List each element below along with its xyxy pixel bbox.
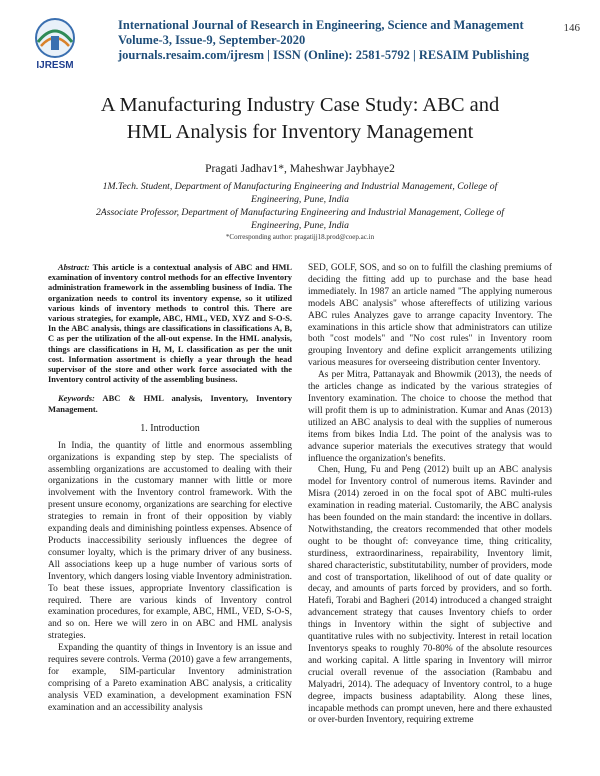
affiliation-1-line-1: 1M.Tech. Student, Department of Manufacturing Engineering and Industrial Management, College of [102,181,498,192]
corresponding-author[interactable]: *Corresponding author: pragatijj18.prod@coep.ac.in [225,233,375,241]
abstract-text: This article is a contextual analysis of ABC and HML examination of inventory control methods for an effective Inventory administration framework in the assembling business of India. The organization needs to control its inventory expense, so it utilized various kinds of inventory methods to control this. There are various strategies, for example, ABC, HML, VED, XYZ and S-O-S. In the ABC analysis, things are classifications in classifications A, B, C as per the utilization of the all-out expense. In the HML analysis, things are classifications in H, M, L classification as per the unit cost. Information assortment is chiefly a year through the head supervisor of the store and other work force associated with the Inventory control activity of the assembling business. [48,263,292,385]
intro-paragraph-2: Expanding the quantity of things in Inventory is an issue and requires severe controls. Verma (2010) gave a few arrangements, for example, SIM-particular Inventory administration comprising of a Pareto examination ABC analysis, a criticality analysis VED examination, a development examination FSN examination and an accessibility analysis [48,643,292,713]
section-heading-introduction: 1. Introduction [140,422,200,434]
journal-name: International Journal of Research in Engineering, Science and Management [118,18,524,32]
page-number: 146 [563,22,580,34]
left-column [48,263,292,715]
journal-logo [24,16,86,72]
right-paragraph-3: Chen, Hung, Fu and Peng (2012) built up an ABC analysis model for Inventory control of numerous items. Ravinder and Misra (2014) zeroed in on the focal spot of ABC multi-rules examination in reading material. Customarily, the ABC analysis has been founded on the main standard: the incentive in dollars. Notwithstanding, the creators recommended that other models ought to be thought of: conveyance time, thing criticality, sturdiness, extraordinariness, repairability, Inventory limit, shared characteristic, substitutability, number of providers, mode and cost of transportation, likelihood of out of date quality or decay, and amounts of parts forced by providers, and so forth. Hatefi, Torabi and Bagheri (2014) introduced a changed straight advancement strategy that causes Inventory chiefs to order things in Inventory within the sight of subjective and quantitative rules with no subjectivity. Interest in retail location Inventorys speaks to roughly 70-80% of the absolute resources and working capital. A little sparing in Inventory will mirror crucial overall revenue of the association (Rambabu and Malyadri, 2014). The adequacy of Inventory control, to a huge degree, impacts business adaptability. Along these lines, incapable methods can prompt uneven, here and there exhausted or over-burden Inventory, requiring extreme [308,465,552,726]
journal-links[interactable]: journals.resaim.com/ijresm | ISSN (Online): 2581-5792 | RESAIM Publishing [118,48,529,62]
right-paragraph-1: SED, GOLF, SOS, and so on to fulfill the clashing premiums of deciding the fitting add up to purchase and the base head immediately. In 1987 an article named "The applying numerous models ABC analysis" whose aftereffects of utilizing various ABC rules Analyzes gave to arrange capacity Inventory. The examinations in this article show that administrators can utilize both "cost models" and "No cost rules" in Inventory room grouping Inventory and define explicit arrangements utilizing various measures for overseeing distribution center Inventory. [308,263,552,369]
keywords-label: Keywords: [58,393,95,404]
affiliation-1 [40,180,560,206]
right-column [308,263,552,727]
right-paragraph-2: As per Mitra, Pattanayak and Bhowmik (2013), the needs of the articles change as indicated by the various strategies of Inventory examination. The choice to choose the method that will profit them is up to administration. Kumar and Anas (2013) utilized an ABC analysis to deal with the supplies of numerous items from bikes India Ltd. The point of the analysis was to advance superior materials the executives strategy that would influence the organization's benefits. [308,370,552,464]
keywords [48,393,292,413]
abstract-label: Abstract: [58,263,90,272]
affiliation-1-line-2: Engineering, Pune, India [251,194,349,205]
journal-logo-icon [24,16,86,60]
keywords-text: ABC & HML analysis, Inventory, Inventory Management. [48,393,292,414]
affiliation-2-line-1: 2Associate Professor, Department of Manufacturing Engineering and Industrial Management, College of [95,207,505,218]
paper-title [40,92,560,146]
journal-info [118,18,558,63]
title-line-1: A Manufacturing Industry Case Study: ABC and [100,94,500,116]
affiliation-2 [40,206,560,232]
affiliation-2-line-2: Engineering, Pune, India [251,220,349,231]
logo-text: IJRESM [36,60,74,71]
authors: Pragati Jadhav1*, Maheshwar Jaybhaye2 [205,163,395,175]
title-line-2: HML Analysis for Inventory Management [126,121,474,143]
abstract [48,263,292,385]
journal-header [14,14,586,76]
journal-volume: Volume-3, Issue-9, September-2020 [118,33,306,47]
intro-paragraph-1: In India, the quantity of little and enormous assembling organizations is expanding step by step. The specialists of assembling organizations are accustomed to dealing with their organizations in the customary manner with little or more involvement with the Inventory control framework. With the present unsure economy, organizations are searching for elective strategies to remain in front of their opposition by viably expanding deals and diminishing pointless expenses. Absence of Products inaccessibility seriously influences the degree of consumer loyalty, which is the primary driver of any business. All associations keep up a huge number of various sorts of Inventory, which dangers losing viable Inventory administration. To beat these issues, appropriate Inventory classification is required. There are various kinds of Inventory control examination procedures, for example, ABC, HML, VED, S-O-S, and so on. Here we will zero in on ABC and HML analysis strategies. [48,440,292,642]
